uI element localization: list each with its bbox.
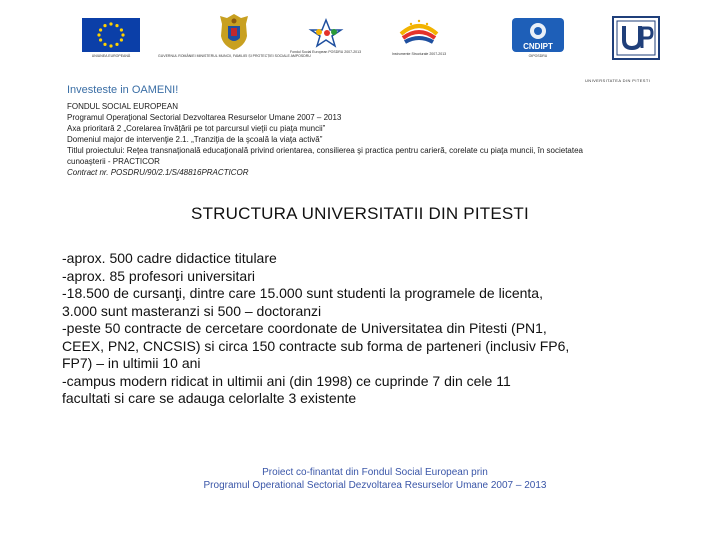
romania-coat-of-arms-icon [217, 12, 251, 52]
university-label: UNIVERSITATEA DIN PITESTI [585, 78, 651, 83]
gov-logo [158, 12, 311, 58]
fse-caption: Fondul Social European POSDRU 2007-2013 [290, 50, 362, 54]
list-item: -18.500 de cursanţi, dintre care 15.000 sunt studenti la programele de licenta, [62, 285, 543, 301]
gov-caption: GUVERNUL ROMÂNIEI MINISTERUL MUNCII, FAMILIEI ȘI PROTECȚIEI SOCIALE AMPOSDRU [158, 54, 311, 58]
page-title: STRUCTURA UNIVERSITATII DIN PITESTI [191, 204, 529, 223]
project-header [67, 84, 687, 178]
header-line: FONDUL SOCIAL EUROPEAN [67, 102, 178, 111]
header-line: Programul Operaţional Sectorial Dezvoltarea Resurselor Umane 2007 – 2013 [67, 113, 342, 122]
eu-flag-icon [82, 18, 140, 52]
cndipt-logo-icon [512, 18, 564, 52]
list-item: FP7) – in ultimii 10 ani [62, 355, 201, 371]
fse-star-logo-icon [305, 18, 347, 48]
instrumente-structurale-logo-icon [397, 16, 441, 50]
list-item: -aprox. 85 profesori universitari [62, 267, 255, 284]
header-line: Axa prioritară 2 „Corelarea învăţării pe tot parcursul vieţii cu piaţa muncii” [67, 124, 326, 133]
university-pitesti-logo-icon [612, 16, 660, 60]
list-item: -campus modern ridicat in ultimii ani (din 1998) ce cuprinde 7 din cele 11 [62, 372, 511, 389]
list-item: -aprox. 500 cadre didactice titulare [62, 250, 277, 266]
logo-row [0, 12, 720, 83]
footer-line: Programul Operational Sectorial Dezvoltarea Resurselor Umane 2007 – 2013 [203, 480, 547, 491]
header-line: cunoaşterii - PRACTICOR [67, 157, 160, 166]
cndipt-caption: OIPOSDRU [528, 54, 548, 58]
contract-number: Contract nr. POSDRU/90/2.1/S/48816PRACTICOR [67, 168, 249, 177]
list-item: 3.000 sunt masteranzi si 500 – doctoranzi [62, 302, 322, 319]
fse-logo [290, 18, 361, 54]
cndipt-label: CNDIPT [523, 42, 553, 51]
list-item: -peste 50 contracte de cercetare coordonate de Universitatea din Pitesti (PN1, [62, 320, 547, 336]
slogan: Investeste in OAMENI! [67, 84, 179, 96]
is-caption: Instrumente Structurale 2007-2013 [392, 52, 447, 56]
footer [0, 466, 720, 492]
eu-logo [82, 18, 140, 58]
cndipt-logo [512, 18, 564, 58]
list-item: facultati si care se adauga celorlalte 3 existente [62, 390, 357, 406]
header-line: Domeniul major de intervenţie 2.1. „Tranziţia de la şcoală la viaţa activă” [67, 135, 323, 144]
structure-list [62, 250, 662, 408]
upit-logo [612, 16, 660, 60]
list-item: CEEX, PN2, CNCSIS) si circa 150 contracte sub forma de parteneri (inclusiv FP6, [62, 337, 570, 354]
eu-caption: UNIUNEA EUROPEANĂ [91, 54, 131, 58]
footer-line: Proiect co-finantat din Fondul Social European prin [262, 467, 488, 478]
is-logo [392, 16, 446, 56]
header-line: Titlul proiectului: Reţea transnaţională educaţională privind orientarea, consilierea şi practica pentru carieră, corelate cu piaţa muncii, în societatea [67, 146, 583, 155]
